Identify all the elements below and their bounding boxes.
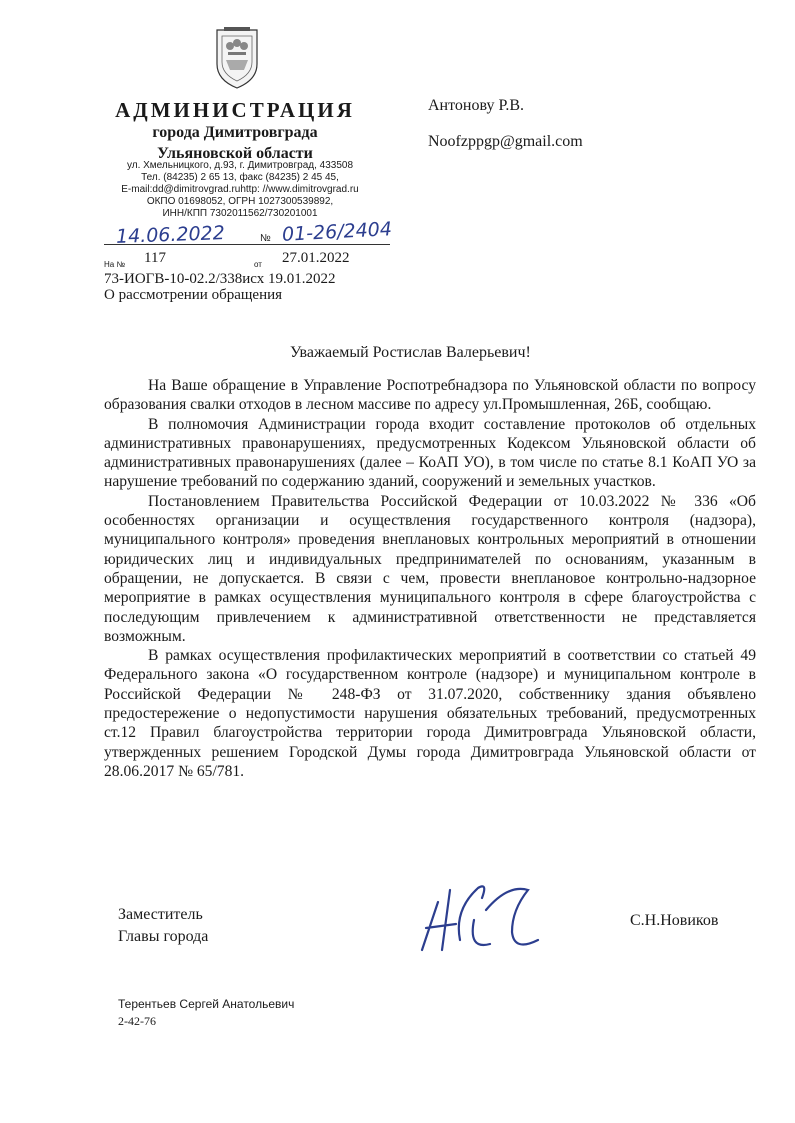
paragraph: Постановлением Правительства Российской Федерации от 10.03.2022 № 336 «Об особенностях организации и осуществления государственного контроля (надзора), муниципального контроля» проведения внеплановых контрольных мероприятий в отношении юридических лиц и индивидуальных предпринимателей по основаниям, указанным в обращении, не допускается. В связи с чем, провести внеплановое контрольно-надзорное мероприятие в рамках осуществления муниципального контроля в сфере благоустройства с последующим привлечением к административной ответственности не представляется возможным. xyxy=(104,492,756,645)
handwritten-date: 14.06.2022 xyxy=(115,222,226,248)
reference-number: 117 xyxy=(144,250,166,266)
position-line-1: Заместитель xyxy=(118,906,203,923)
executor-name: Терентьев Сергей Анатольевич xyxy=(118,997,295,1011)
handwritten-number: 01-26/2404 xyxy=(281,218,393,246)
coat-of-arms-emblem xyxy=(214,26,260,90)
org-line-1: АДМИНИСТРАЦИЯ xyxy=(115,98,355,122)
contact-email: E-mail:dd@dimitrovgrad.ruhttp: //www.dimitrovgrad.ru xyxy=(121,184,359,195)
signer-position xyxy=(118,904,208,948)
contact-okpo: ОКПО 01698052, ОГРН 1027300539892, xyxy=(146,196,334,207)
ot-label: от xyxy=(254,260,262,269)
org-line-3: Ульяновской области xyxy=(157,145,313,162)
recipient-name: Антонову Р.В. xyxy=(428,97,525,114)
number-symbol: № xyxy=(260,233,271,244)
contact-phone: Тел. (84235) 2 65 13, факс (84235) 2 45 45, xyxy=(141,172,339,183)
outgoing-underline xyxy=(104,244,390,245)
reference-line-2: 73-ИОГВ-10-02.2/338исх 19.01.2022 xyxy=(104,271,336,287)
signer-name: С.Н.Новиков xyxy=(630,912,719,929)
reference-date: 27.01.2022 xyxy=(282,250,350,266)
na-label: На № xyxy=(104,260,126,269)
handwritten-signature xyxy=(416,880,546,960)
letter-subject: О рассмотрении обращения xyxy=(104,287,283,303)
paragraph: На Ваше обращение в Управление Роспотребнадзора по Ульяновской области по вопросу образования свалки отходов в лесном массиве по адресу ул.Промышленная, 26Б, сообщаю. xyxy=(104,377,756,414)
org-contacts xyxy=(100,160,380,220)
executor-block xyxy=(118,996,294,1030)
contact-address: ул. Хмельницкого, д.93, г. Димитровград, 433508 xyxy=(126,160,354,171)
position-line-2: Главы города xyxy=(118,928,209,945)
recipient-email: Noofzppgp@gmail.com xyxy=(428,133,583,150)
org-line-2: города Димитровграда xyxy=(152,124,318,141)
recipient-block xyxy=(428,96,583,152)
letter-body xyxy=(104,376,756,781)
greeting: Уважаемый Ростислав Валерьевич! xyxy=(290,344,531,361)
paragraph: В полномочия Администрации города входит составление протоколов об отдельных административных правонарушениях, предусмотренных Кодексом Ульяновской области об административных правонарушениях (далее – КоАП УО), в том числе по статье 8.1 КоАП УО за нарушение требований по содержанию зданий, сооружений и земельных участков. xyxy=(104,415,756,491)
paragraph: В рамках осуществления профилактических мероприятий в соответствии со статьей 49 Федерального закона «О государственном контроле (надзоре) и муниципальном контроле в Российской Федерации № 248-ФЗ от 31.07.2020, собственнику здания объявлено предостережение о недопустимости нарушения обязательных требований, предусмотренных ст.12 Правил благоустройства территории города Димитровграда Ульяновской области, утвержденных решением Городской Думы города Димитровграда Ульяновской области от 28.06.2017 № 65/781. xyxy=(104,647,756,780)
executor-phone: 2-42-76 xyxy=(118,1014,156,1028)
organization-name xyxy=(100,98,370,164)
contact-inn: ИНН/КПП 7302011562/730201001 xyxy=(162,208,318,219)
reference-line-1 xyxy=(104,250,394,270)
